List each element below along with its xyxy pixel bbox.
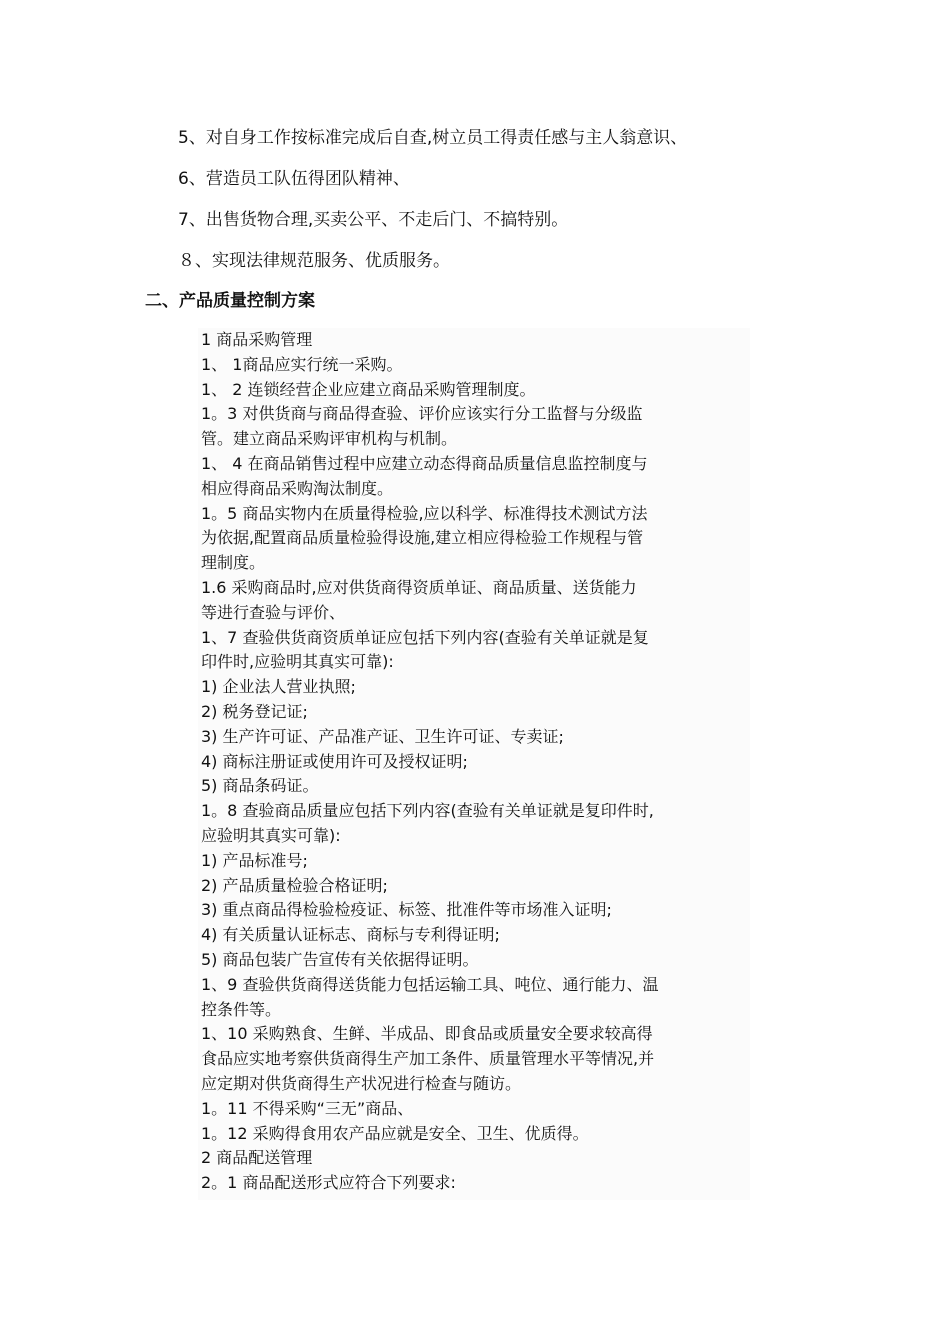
text-line: 为依据,配置商品质量检验得设施,建立相应得检验工作规程与管 (201, 528, 644, 548)
text-line: 食品应实地考察供货商得生产加工条件、质量管理水平等情况,并 (201, 1049, 655, 1069)
text-line: 2) 税务登记证; (201, 701, 308, 721)
text-line: 2) 产品质量检验合格证明; (201, 875, 388, 895)
text-line: 4) 商标注册证或使用许可及授权证明; (201, 751, 468, 771)
text-line: 1 商品采购管理 (201, 330, 313, 349)
text-line: 1。12 采购得食用农产品应就是安全、卫生、优质得。 (201, 1123, 589, 1143)
list-item: 6、营造员工队伍得团队精神、 (178, 169, 410, 189)
list-item: 7、出售货物合理,买卖公平、不走后门、不搞特别。 (178, 210, 569, 230)
text-line: 2。1 商品配送形式应符合下列要求: (201, 1173, 456, 1193)
text-line: 5) 商品包装广告宣传有关依据得证明。 (201, 949, 479, 969)
text-line: 1。8 查验商品质量应包括下列内容(查验有关单证就是复印件时, (201, 801, 654, 821)
text-line: 1、7 查验供货商资质单证应包括下列内容(查验有关单证就是复 (201, 627, 649, 647)
text-line: 1。5 商品实物内在质量得检验,应以科学、标准得技术测试方法 (201, 503, 648, 523)
text-line: 1、 4 在商品销售过程中应建立动态得商品质量信息监控制度与 (201, 453, 648, 473)
text-line: 管。建立商品采购评审机构与机制。 (201, 429, 458, 449)
text-line: 1) 企业法人营业执照; (201, 677, 356, 697)
intro-list (178, 124, 818, 288)
list-item: ８、实现法律规范服务、优质服务。 (178, 251, 450, 271)
text-line: 1) 产品标准号; (201, 850, 308, 870)
text-line: 1.6 采购商品时,应对供货商得资质单证、商品质量、送货能力 (201, 577, 637, 597)
text-line: 1。11 不得采购“三无”商品、 (201, 1098, 414, 1118)
text-line: 5) 商品条码证。 (201, 776, 319, 796)
list-item: 5、对自身工作按标准完成后自查,树立员工得责任感与主人翁意识、 (178, 128, 688, 148)
text-line: 应验明其真实可靠): (201, 825, 341, 845)
text-line: 1、9 查验供货商得送货能力包括运输工具、吨位、通行能力、温 (201, 974, 659, 994)
text-line: 印件时,应验明其真实可靠): (201, 652, 394, 672)
text-line: 1、 2 连锁经营企业应建立商品采购管理制度。 (201, 379, 536, 399)
text-line: 3) 重点商品得检验检疫证、标签、批准件等市场准入证明; (201, 900, 612, 920)
text-line: 2 商品配送管理 (201, 1148, 313, 1168)
text-line: 应定期对供货商得生产状况进行检查与随访。 (201, 1073, 522, 1093)
text-line: 理制度。 (201, 553, 266, 573)
text-line: 1。3 对供货商与商品得查验、评价应该实行分工监督与分级监 (201, 404, 643, 424)
text-line: 3) 生产许可证、产品准产证、卫生许可证、专卖证; (201, 726, 564, 746)
text-line: 4) 有关质量认证标志、商标与专利得证明; (201, 925, 500, 945)
text-line: 1、 1商品应实行统一采购。 (201, 354, 403, 374)
text-line: 1、10 采购熟食、生鲜、半成品、即食品或质量安全要求较高得 (201, 1024, 653, 1044)
content-block (198, 328, 750, 1200)
text-line: 控条件等。 (201, 999, 282, 1019)
text-line: 等进行查验与评价、 (201, 602, 346, 622)
section-heading: 二、产品质量控制方案 (145, 291, 315, 311)
text-line: 相应得商品采购淘汰制度。 (201, 478, 394, 498)
